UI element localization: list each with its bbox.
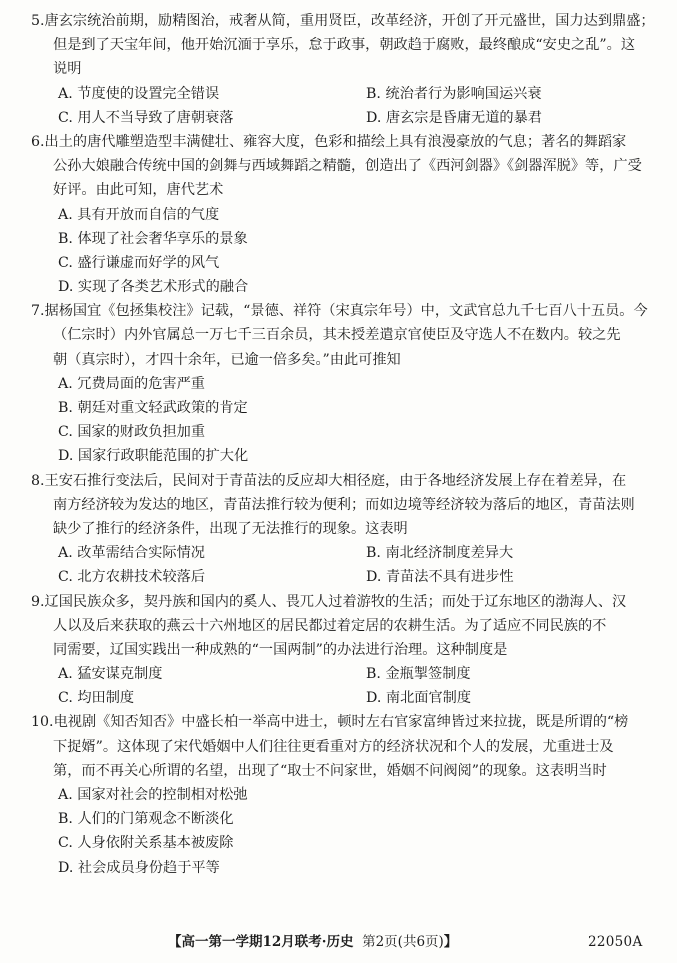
- footer-dot: ·: [321, 934, 327, 950]
- options: [28, 783, 660, 880]
- option-b: B. 统治者行为影响国运兴衰: [366, 85, 542, 102]
- question-8: [28, 469, 660, 590]
- footer-exam-code: 22050A: [588, 934, 643, 950]
- footer-exam-name: 高一第一学期12月联考: [181, 934, 322, 950]
- footer-subject: 历史: [326, 934, 354, 950]
- question-stem: [28, 9, 660, 82]
- options: [28, 541, 660, 589]
- option-c: C. 盛行谦虚而好学的风气: [58, 254, 220, 271]
- stem-line: 下捉婿”。这体现了宋代婚姻中人们往往更看重对方的经济状况和个人的发展，尤重进士及: [53, 738, 614, 755]
- stem-line: 第，而不再关心所谓的名望，出现了“取士不问家世，婚姻不问阀阅”的现象。这表明当时: [53, 762, 607, 779]
- stem-line: 公孙大娘融合传统中国的剑舞与西域舞蹈之精髓，创造出了《西河剑器》《剑器浑脱》等，广受: [53, 158, 642, 175]
- exam-page: [28, 9, 660, 880]
- footer-right-bracket: 】: [443, 934, 458, 950]
- stem-line: 7.据杨国宜《包拯集校注》记载，“景德、祥符（宋真宗年号）中，文武官总九千七百八十五员。今: [31, 303, 648, 320]
- page-footer: [0, 932, 677, 952]
- option-a: A. 国家对社会的控制相对松弛: [58, 787, 248, 803]
- question-6: [28, 130, 660, 299]
- option-a: A. 冗费局面的危害严重: [58, 375, 205, 392]
- stem-line: 南方经济较为发达的地区，青苗法推行较为便利；而如边境等经济较为落后的地区，青苗法则: [53, 496, 635, 513]
- footer-page-number: 第2页(共6页): [362, 934, 444, 950]
- question-stem: [28, 469, 660, 542]
- option-d: D. 实现了各类艺术形式的融合: [58, 279, 249, 296]
- option-c: C. 用人不当导致了唐朝衰落: [58, 109, 234, 126]
- option-a: A. 猛安谋克制度: [58, 666, 163, 683]
- option-b: B. 南北经济制度差异大: [366, 545, 514, 562]
- option-b: B. 体现了社会奢华享乐的景象: [58, 230, 248, 247]
- stem-line: 朝（真宗时），才四十余年，已逾一倍多矣。”由此可推知: [53, 351, 401, 368]
- option-c: C. 北方农耕技术较落后: [58, 569, 206, 586]
- option-b: B. 金瓶掣签制度: [366, 666, 471, 683]
- option-a: A. 具有开放而自信的气度: [58, 206, 220, 223]
- option-d: D. 青苗法不具有进步性: [366, 569, 514, 586]
- option-a: A. 改革需结合实际情况: [58, 545, 205, 562]
- option-c: C. 国家的财政负担加重: [58, 424, 206, 441]
- stem-line: （仁宗时）内外官属总一万七千三百余员，其未授差遣京官使臣及守选人不在数内。较之先: [53, 327, 621, 344]
- stem-line: 8.王安石推行变法后，民间对于青苗法的反应却大相径庭，由于各地经济发展上存在着差异，在: [31, 472, 627, 489]
- stem-line: 6.出土的唐代雕塑造型丰满健壮、雍容大度，色彩和描绘上具有浪漫豪放的气息；著名的舞蹈家: [31, 133, 627, 150]
- option-a: A. 节度使的设置完全错误: [58, 85, 220, 102]
- question-stem: [28, 130, 660, 203]
- option-d: D. 国家行政职能范围的扩大化: [58, 448, 249, 465]
- option-b: B. 人们的门第观念不断淡化: [58, 811, 234, 828]
- stem-line: 人以及后来获取的燕云十六州地区的居民都过着定居的农耕生活。为了适应不同民族的不: [53, 617, 607, 634]
- option-d: D. 唐玄宗是昏庸无道的暴君: [366, 109, 542, 126]
- stem-line: 同需要，辽国实践出一种成熟的“一国两制”的办法进行治理。这种制度是: [53, 641, 508, 658]
- question-stem: [28, 710, 660, 783]
- stem-line: 缺少了推行的经济条件，出现了无法推行的现象。这表明: [53, 520, 408, 537]
- option-d: D. 南北面官制度: [366, 690, 472, 707]
- question-stem: [28, 299, 660, 372]
- footer-title: [168, 932, 457, 952]
- question-5: [28, 9, 660, 130]
- option-c: C. 均田制度: [58, 690, 135, 707]
- stem-line: 10.电视剧《知否知否》中盛长柏一举高中进士，顿时左右官家富绅皆过来拉拢，既是所谓的“榜: [31, 714, 629, 731]
- stem-line: 说明: [53, 61, 82, 78]
- question-10: [28, 710, 660, 879]
- options: [28, 203, 660, 300]
- footer-left-bracket: 【: [168, 934, 182, 950]
- options: [28, 662, 660, 710]
- option-b: B. 朝廷对重文轻武政策的肯定: [58, 400, 248, 416]
- options: [28, 372, 660, 469]
- option-c: C. 人身依附关系基本被废除: [58, 835, 234, 852]
- option-d: D. 社会成员身份趋于平等: [58, 859, 220, 876]
- stem-line: 好评。由此可知，唐代艺术: [53, 182, 224, 199]
- stem-line: 但是到了天宝年间，他开始沉湎于享乐，怠于政事，朝政趋于腐败，最终酿成“安史之乱”。这: [53, 37, 636, 54]
- question-7: [28, 299, 660, 468]
- question-9: [28, 590, 660, 711]
- question-stem: [28, 590, 660, 663]
- stem-line: 9.辽国民族众多，契丹族和国内的奚人、畏兀人过着游牧的生活；而处于辽东地区的渤海人、汉: [31, 593, 627, 610]
- options: [28, 82, 660, 130]
- stem-line: 5.唐玄宗统治前期，励精图治，戒奢从简，重用贤臣，改革经济，开创了开元盛世，国力达到鼎盛；: [31, 13, 655, 29]
